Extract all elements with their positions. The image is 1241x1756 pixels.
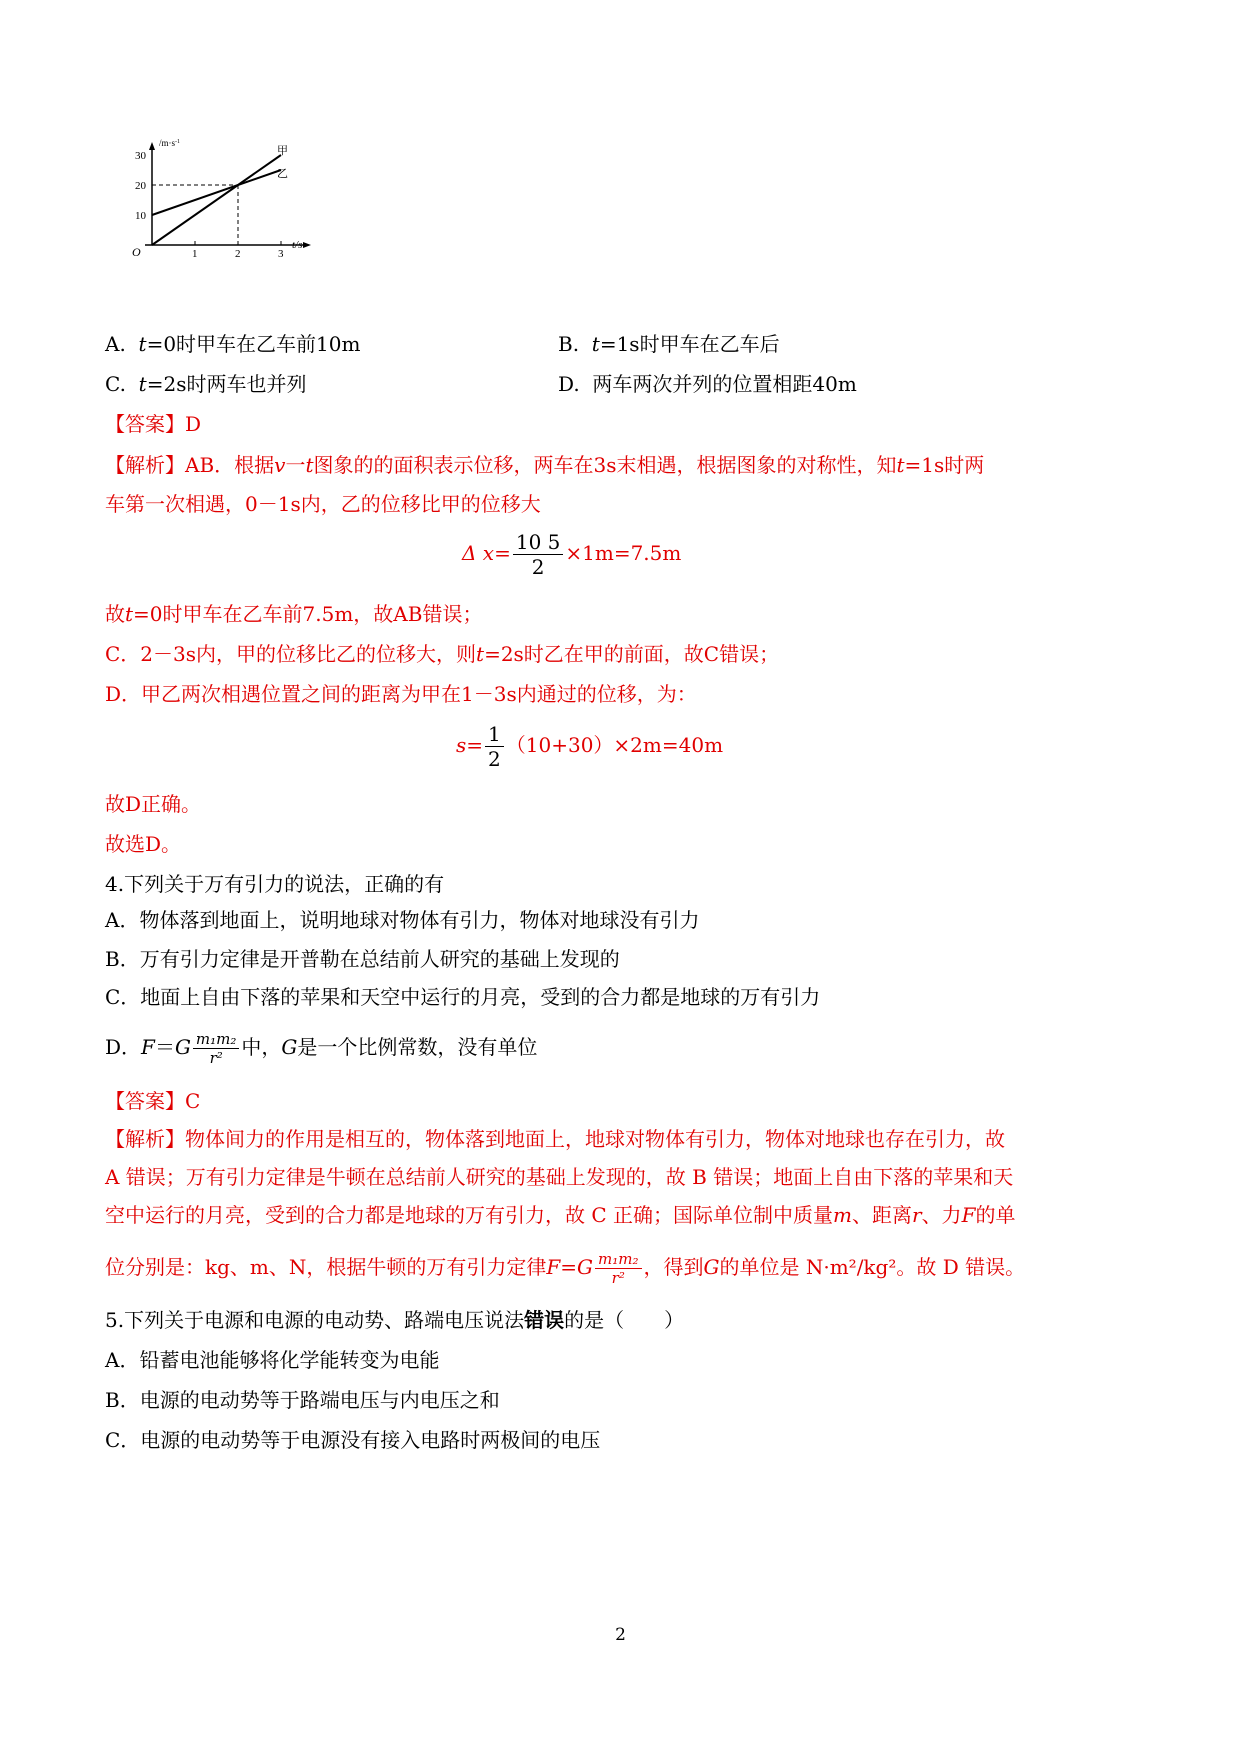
- q3-option-c: C. t=2s时两车也并列: [105, 372, 307, 396]
- q4-analysis-line-4: 位分别是：kg、m、N，根据牛顿的万有引力定律F=G $\frac{\text{m₁m₂}}{\text{r²}}$ ，得到G的单位是 N·m²/kg²。故 D 错误。: [105, 1250, 1026, 1287]
- q4-option-d: D．F＝G $\frac{\text{m₁m₂}}{\text{r²}}$ 中，G是一个比例常数，没有单位: [105, 1030, 538, 1067]
- page-number: 2: [615, 1625, 626, 1645]
- q3-analysis-line-4: C．2－3s内，甲的位移比乙的位移大，则t=2s时乙在甲的前面，故C错误；: [105, 642, 780, 666]
- q3-analysis-line-7: 故选D。: [105, 832, 182, 856]
- q5-stem: 5.下列关于电源和电源的电动势、路端电压说法错误的是（ ）: [105, 1308, 685, 1332]
- q5-option-c: C．电源的电动势等于电源没有接入电路时两极间的电压: [105, 1428, 601, 1452]
- y-tick-label: 30: [135, 150, 146, 162]
- q3-analysis-line-6: 故D正确。: [105, 792, 202, 816]
- y-axis: [149, 142, 155, 245]
- x-tick-label: 3: [278, 248, 284, 260]
- series-line-jia: [152, 155, 281, 245]
- q4-option-b: B．万有引力定律是开普勒在总结前人研究的基础上发现的: [105, 947, 620, 971]
- q3-analysis-line-2: 车第一次相遇，0－1s内，乙的位移比甲的位移大: [105, 492, 541, 516]
- y-axis-unit: $/m\cdot s^{-1}$: [159, 138, 181, 148]
- q4-stem: 4.下列关于万有引力的说法，正确的有: [105, 872, 445, 896]
- x-axis: [145, 242, 311, 248]
- q4-option-a: A．物体落到地面上，说明地球对物体有引力，物体对地球没有引力: [105, 908, 700, 932]
- q3-analysis-line-3: 故t=0时甲车在乙车前7.5m，故AB错误；: [105, 602, 483, 626]
- v-t-graph: [132, 138, 315, 270]
- y-tick-label: 20: [135, 180, 146, 192]
- q4-answer: 【答案】C: [105, 1089, 201, 1113]
- x-tick-label: 1: [192, 248, 198, 260]
- series-label-yi: 乙: [277, 167, 288, 180]
- x-axis-unit: t/s: [292, 239, 303, 251]
- q3-analysis-line-1: 【解析】AB．根据v一t图象的的面积表示位移，两车在3s末相遇，根据图象的对称性，知t=1s时两: [105, 453, 985, 477]
- q3-analysis-line-5: D．甲乙两次相遇位置之间的距离为甲在1－3s内通过的位移，为：: [105, 682, 697, 706]
- series-line-yi: [152, 170, 281, 215]
- q4-option-c: C．地面上自由下落的苹果和天空中运行的月亮，受到的合力都是地球的万有引力: [105, 985, 821, 1009]
- q5-option-a: A．铅蓄电池能够将化学能转变为电能: [105, 1348, 440, 1372]
- series-label-jia: 甲: [277, 144, 288, 157]
- q3-option-a: A. t=0时甲车在乙车前10m: [105, 332, 361, 356]
- q3-answer: 【答案】D: [105, 412, 202, 436]
- origin-label: O: [132, 245, 141, 259]
- q3-formula-delta-x: Δ x= $\frac{10 5}{2}$ ×1m=7.5m: [462, 530, 682, 579]
- q3-option-d: D. 两车两次并列的位置相距40m: [558, 372, 857, 396]
- y-tick-label: 10: [135, 210, 146, 222]
- q4-analysis-line-1: 【解析】物体间力的作用是相互的，物体落到地面上，地球对物体有引力，物体对地球也存在引力，故: [105, 1127, 1005, 1151]
- q4-analysis-line-2: A 错误；万有引力定律是牛顿在总结前人研究的基础上发现的，故 B 错误；地面上自由下落的苹果和天: [105, 1165, 1014, 1189]
- q3-option-b: B. t=1s时甲车在乙车后: [558, 332, 780, 356]
- x-tick-label: 2: [235, 248, 241, 260]
- q4-analysis-line-3: 空中运行的月亮，受到的合力都是地球的万有引力，故 C 正确；国际单位制中质量m、距离r、力F的单: [105, 1203, 1016, 1227]
- q5-option-b: B．电源的电动势等于路端电压与内电压之和: [105, 1388, 500, 1412]
- q3-formula-s: s= $\frac{1}{2}$ （10+30）×2m=40m: [456, 722, 724, 771]
